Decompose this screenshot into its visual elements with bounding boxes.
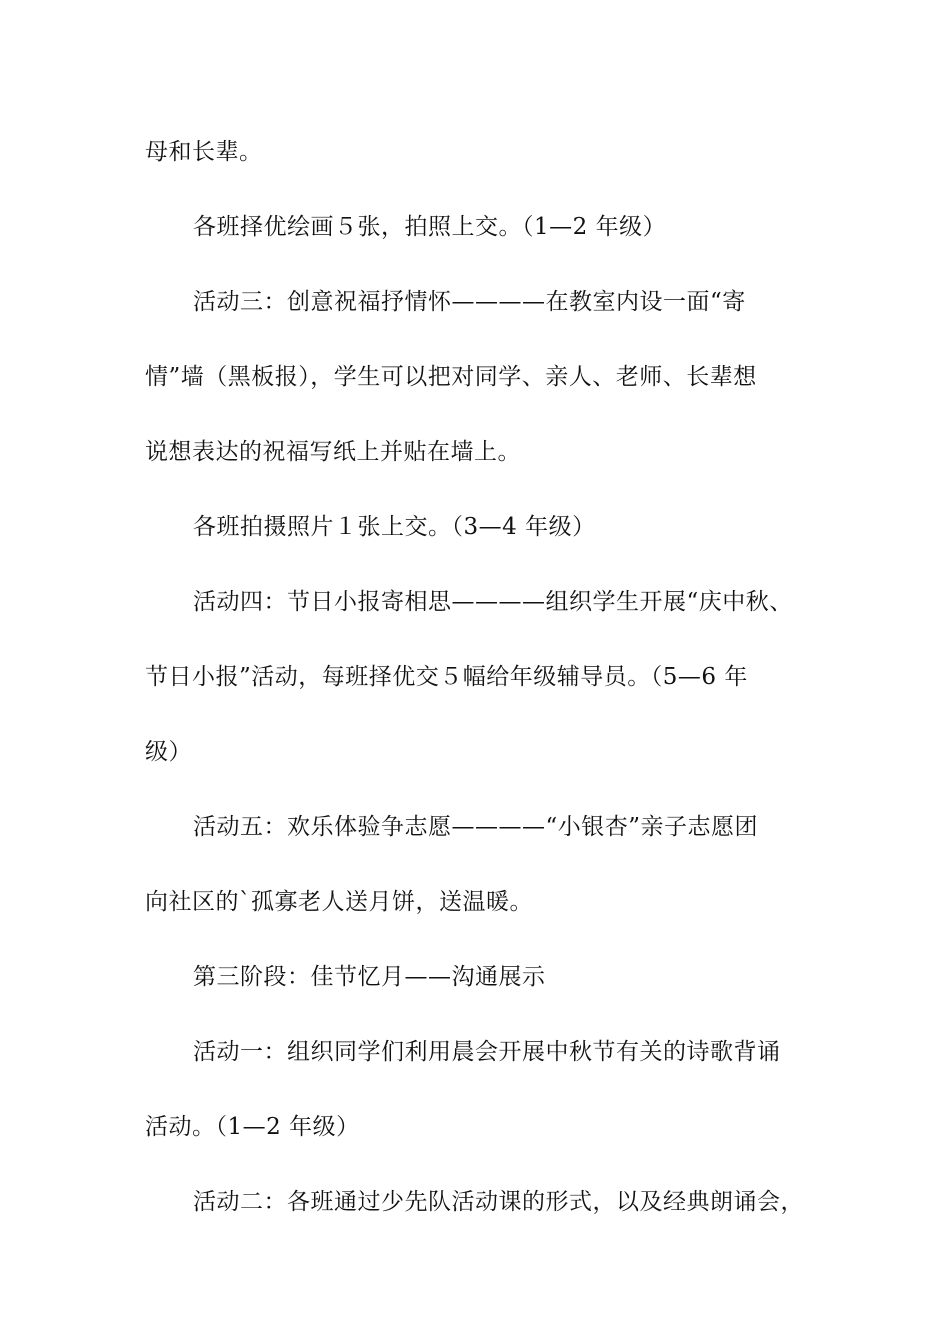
text-line: 说想表达的祝福写纸上并贴在墙上。 <box>145 439 521 465</box>
text-line: 向社区的`孤寡老人送月饼，送温暖。 <box>145 889 533 915</box>
text-line: 活动四：节日小报寄相思————组织学生开展“庆中秋、 <box>193 589 793 615</box>
text-line: 活动。（1—2 年级） <box>145 1114 360 1140</box>
text-line: 活动三：创意祝福抒情怀————在教室内设一面“寄 <box>193 289 746 315</box>
section-heading: 第三阶段：佳节忆月——沟通展示 <box>193 964 546 990</box>
text-line: 活动二：各班通过少先队活动课的形式，以及经典朗诵会， <box>193 1189 804 1215</box>
text-line: 各班拍摄照片１张上交。（3—4 年级） <box>193 514 596 540</box>
text-line: 级） <box>145 739 192 765</box>
text-line: 各班择优绘画５张，拍照上交。（1—2 年级） <box>193 214 667 240</box>
text-line: 活动一：组织同学们利用晨会开展中秋节有关的诗歌背诵 <box>193 1039 781 1065</box>
text-line: 活动五：欢乐体验争志愿————“小银杏”亲子志愿团 <box>193 814 759 840</box>
text-line: 节日小报”活动，每班择优交５幅给年级辅导员。（5—6 年 <box>145 664 748 690</box>
text-line: 母和长辈。 <box>145 139 263 165</box>
text-line: 情”墙（黑板报），学生可以把对同学、亲人、老师、长辈想 <box>145 364 757 390</box>
